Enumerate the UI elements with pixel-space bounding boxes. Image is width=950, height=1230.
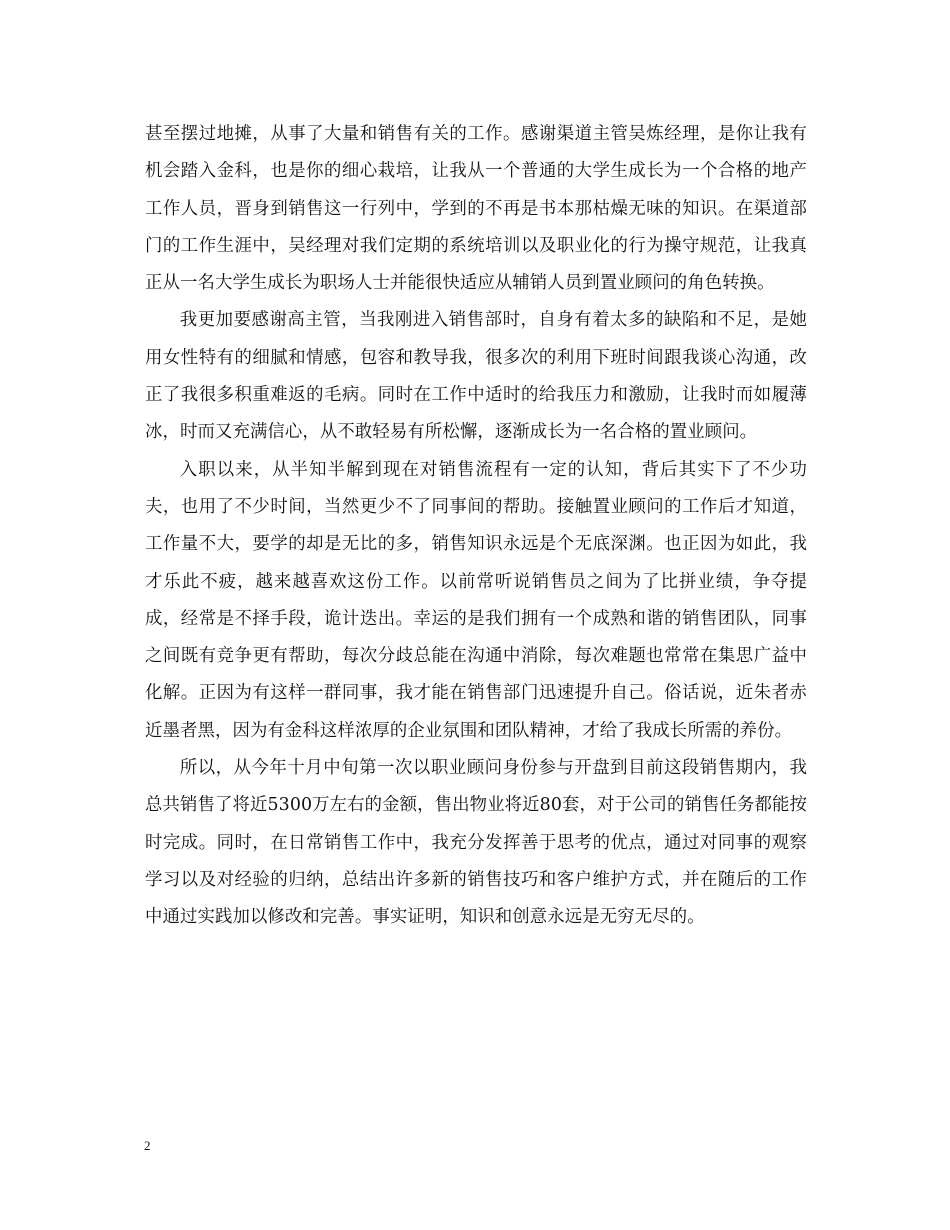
page-number: 2 [144, 1138, 151, 1153]
paragraph-2: 我更加要感谢高主管，当我刚进入销售部时，自身有着太多的缺陷和不足，是她用女性特有的细腻和情感，包容和教导我，很多次的利用下班时间跟我谈心沟通，改正了我很多积重难返的毛病。同时在工作中适时的给我压力和激励，让我时而如履薄冰，时而又充满信心，从不敢轻易有所松懈，逐渐成长为一名合格的置业顾问。 [145, 310, 807, 443]
paragraph-3: 入职以来，从半知半解到现在对销售流程有一定的认知，背后其实下了不少功夫，也用了不少时间，当然更少不了同事间的帮助。接触置业顾问的工作后才知道，工作量不大，要学的却是无比的多，销售知识永远是个无底深渊。也正因为如此，我才乐此不疲，越来越喜欢这份工作。以前常听说销售员之间为了比拼业绩，争夺提成，经常是不择手段，诡计迭出。幸运的是我们拥有一个成熟和谐的销售团队，同事之间既有竞争更有帮助，每次分歧总能在沟通中消除，每次难题也常常在集思广益中化解。正因为有这样一群同事，我才能在销售部门迅速提升自己。俗话说，近朱者赤近墨者黑，因为有金科这样浓厚的企业氛围和团队精神，才给了我成长所需的养份。 [145, 459, 807, 741]
paragraph-4: 所以，从今年十月中旬第一次以职业顾问身份参与开盘到目前这段销售期内，我总共销售了将近5300万左右的金额，售出物业将近80套，对于公司的销售任务都能按时完成。同时，在日常销售工作中，我充分发挥善于思考的优点，通过对同事的观察学习以及对经验的归纳，总结出许多新的销售技巧和客户维护方式，并在随后的工作中通过实践加以修改和完善。事实证明，知识和创意永远是无穷无尽的。 [145, 758, 807, 928]
body-text [145, 116, 807, 937]
paragraph-1: 甚至摆过地摊，从事了大量和销售有关的工作。感谢渠道主管吴炼经理，是你让我有机会踏入金科，也是你的细心栽培，让我从一个普通的大学生成长为一个合格的地产工作人员，晋身到销售这一行列中，学到的不再是书本那枯燥无味的知识。在渠道部门的工作生涯中，吴经理对我们定期的系统培训以及职业化的行为操守规范，让我真正从一名大学生成长为职场人士并能很快适应从辅销人员到置业顾问的角色转换。 [145, 124, 807, 294]
